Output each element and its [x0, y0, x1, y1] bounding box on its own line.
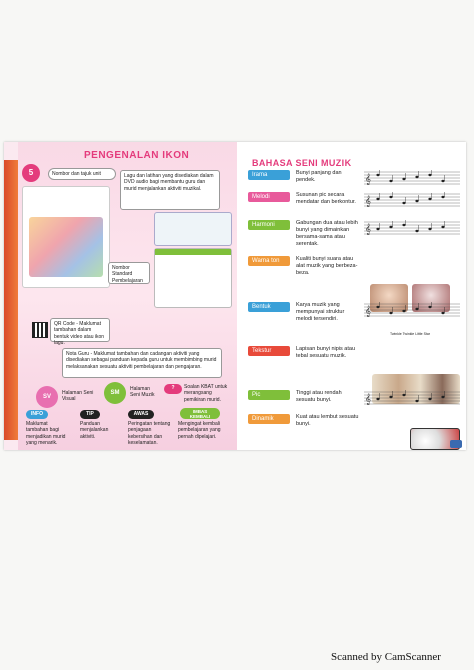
- term-label-harmoni: Harmoni: [248, 220, 290, 230]
- book-spread: [4, 142, 466, 450]
- illustration-people: [29, 217, 103, 277]
- halaman-seni-muzik-label: Halaman Seni Muzik: [130, 386, 155, 399]
- textbook-page-illustration: [22, 186, 110, 288]
- audio-track-list: [154, 212, 232, 246]
- music-staff-harmoni: [364, 220, 460, 236]
- term-description-tekstur: Lapisan bunyi nipis atau tebal sesuatu muzik.: [296, 346, 356, 359]
- callout-nombor-tajuk: [48, 168, 116, 180]
- seni-visual-icon: SV: [36, 386, 58, 408]
- info-badge: INFO: [26, 410, 48, 419]
- tip-description: Panduan menjalankan aktiviti.: [80, 421, 109, 440]
- awas-badge: AWAS: [128, 410, 154, 419]
- callout-nombor-tajuk-text: Nombor dan tajuk unit: [52, 171, 101, 177]
- callout-qr-code-text: QR Code - Maklumat tambahan dalam bentuk video atau ikon lagu.: [54, 321, 105, 346]
- music-staff-pic: [364, 390, 460, 406]
- term-description-harmoni: Gabungan dua atau lebih bunyi yang dimainkan bersama-sama atau serentak.: [296, 220, 358, 247]
- kbat-badge: ?: [164, 384, 182, 394]
- info-description: Maklumat tambahan bagi menjadikan murid yang menarik.: [26, 421, 66, 446]
- scanner-watermark: Scanned by CamScanner: [331, 651, 441, 663]
- music-staff-irama: [364, 170, 460, 186]
- term-label-pic: Pic: [248, 390, 290, 400]
- callout-lagu-latihan-text: Lagu dan latihan yang disediakan dalam DVD audio bagi membantu guru dan murid menjalankan aktiviti muzikal.: [124, 173, 214, 192]
- score-green-bar: [155, 249, 231, 255]
- term-label-dinamik: Dinamik: [248, 414, 290, 424]
- term-label-bentuk: Bentuk: [248, 302, 290, 312]
- left-page-title: PENGENALAN IKON: [84, 150, 190, 161]
- term-label-tekstur: Tekstur: [248, 346, 290, 356]
- term-label-melodi: Melodi: [248, 192, 290, 202]
- awas-description: Peringatan tentang penjagaan kebersihan dan keselamatan.: [128, 421, 171, 446]
- seni-muzik-icon: SM: [104, 382, 126, 404]
- term-label-warna-ton: Warna ton: [248, 256, 290, 266]
- callout-qr-code: [50, 318, 110, 346]
- soalan-kbat-label: Soalan KBAT untuk merangsang pemikiran murid.: [184, 384, 228, 403]
- term-description-pic: Tinggi atau rendah sesuatu bunyi.: [296, 390, 342, 403]
- music-score-illustration: [154, 248, 232, 308]
- bentuk-song-caption: Twinkle Twinkle Little Star: [390, 332, 431, 336]
- unit-number-badge: 5: [22, 164, 40, 182]
- svg-text:𝄞: 𝄞: [365, 196, 371, 207]
- callout-nota-guru: [62, 348, 222, 378]
- imbas-kembali-badge: IMBAS KEMBALI: [180, 408, 220, 419]
- callout-nota-guru-text: Nota Guru - Maklumat tambahan dan cadangan aktiviti yang disediakan sebagai panduan kepada guru untuk membimbing murid melaksanakan sesuatu aktiviti pembelajaran dan pengajaran.: [66, 351, 217, 370]
- pencil-decoration: [4, 160, 18, 440]
- term-description-melodi: Susunan pic secara mendatar dan berkontur.: [296, 192, 356, 205]
- music-staff-melodi: [364, 192, 460, 208]
- imbas-kembali-description: Mengingat kembali pembelajaran yang pernah dipelajari.: [178, 421, 221, 440]
- svg-text:𝄞: 𝄞: [365, 394, 371, 405]
- svg-text:𝄞: 𝄞: [365, 174, 371, 185]
- svg-text:𝄞: 𝄞: [365, 306, 371, 317]
- term-description-irama: Bunyi panjang dan pendek.: [296, 170, 342, 183]
- right-page-title: BAHASA SENI MUZIK: [252, 158, 352, 168]
- term-label-irama: Irama: [248, 170, 290, 180]
- callout-nombor-sp-text: Nombor Standard Pembelajaran: [112, 265, 143, 284]
- music-staff-bentuk: [364, 302, 460, 318]
- callout-nombor-sp: [108, 262, 150, 284]
- halaman-seni-visual-label: Halaman Seni Visual: [62, 390, 94, 403]
- left-page: [4, 142, 237, 450]
- page-corner-logo: [450, 440, 462, 448]
- term-description-dinamik: Kuat atau lembut sesuatu bunyi.: [296, 414, 359, 427]
- right-page: [240, 142, 466, 450]
- tip-badge: TIP: [80, 410, 100, 419]
- callout-lagu-latihan: [120, 170, 220, 210]
- svg-text:𝄞: 𝄞: [365, 224, 371, 235]
- term-description-bentuk: Karya muzik yang mempunyai struktur melodi tersendiri.: [296, 302, 345, 322]
- qr-code-icon: [32, 322, 48, 338]
- term-description-warna-ton: Kualiti bunyi suara atau alat muzik yang berbeza-beza.: [296, 256, 358, 276]
